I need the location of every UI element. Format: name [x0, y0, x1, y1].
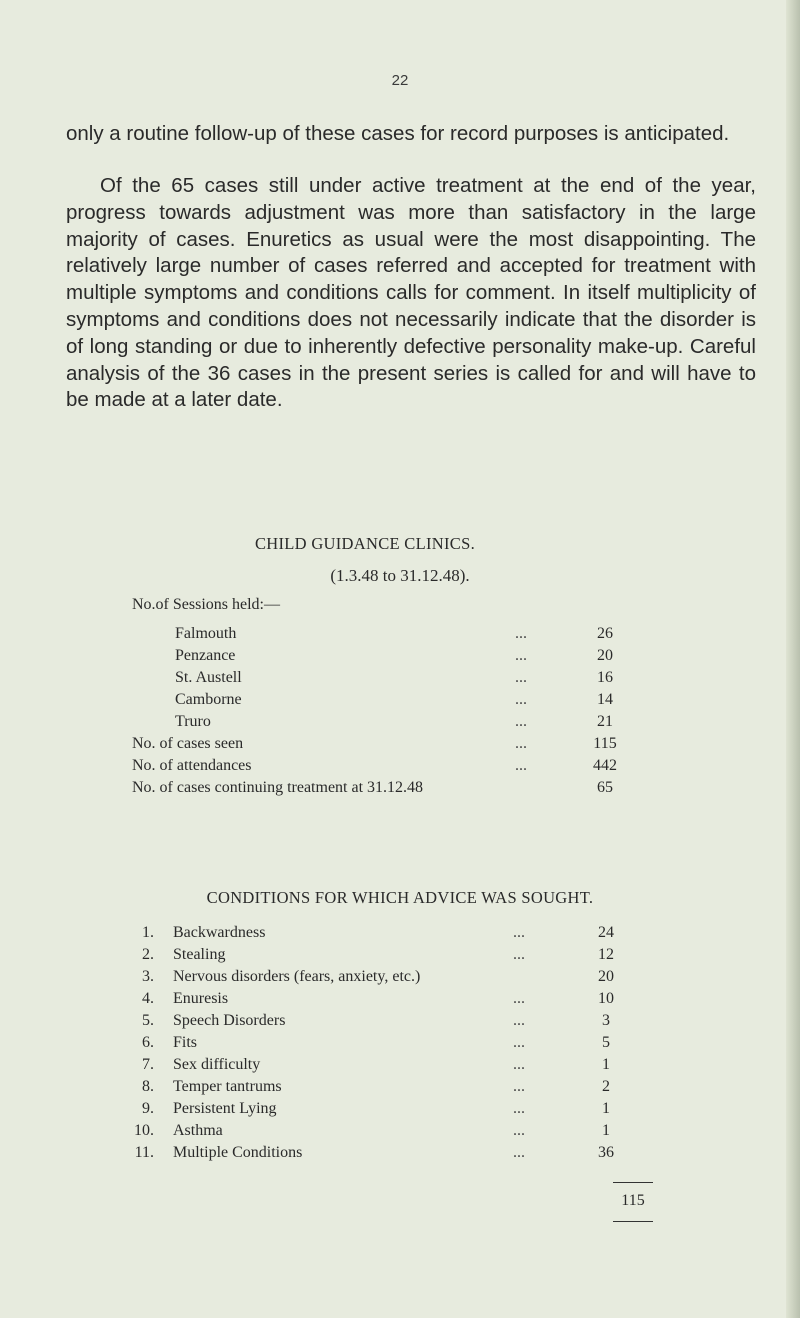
condition-count: 36 [598, 1144, 614, 1161]
conditions-total-row [586, 1190, 680, 1212]
clinics-period: (1.3.48 to 31.12.48). [330, 566, 470, 585]
conditions-heading: CONDITIONS FOR WHICH ADVICE WAS SOUGHT. [206, 888, 594, 907]
condition-row [128, 988, 698, 1010]
session-place: St. Austell [175, 669, 242, 686]
session-count: 14 [597, 691, 613, 708]
condition-count: 1 [602, 1100, 610, 1117]
condition-number: 8. [142, 1078, 154, 1095]
condition-label: Persistent Lying [173, 1100, 277, 1117]
sessions-heading-label: No.of Sessions held:— [132, 596, 280, 613]
total-row [132, 733, 695, 755]
condition-number: 6. [142, 1034, 154, 1051]
condition-row [128, 922, 698, 944]
session-count: 21 [597, 713, 613, 730]
session-row [175, 711, 695, 733]
page-number: 22 [391, 72, 409, 89]
condition-row [128, 1010, 698, 1032]
condition-count: 20 [598, 968, 614, 985]
leader-dots: ... [513, 990, 525, 1007]
condition-label: Nervous disorders (fears, anxiety, etc.) [173, 968, 421, 985]
session-place: Camborne [175, 691, 242, 708]
total-value: 65 [597, 779, 613, 796]
paragraph-block [66, 173, 756, 414]
conditions-total: 115 [621, 1192, 645, 1209]
condition-count: 12 [598, 946, 614, 963]
total-label: No. of cases seen [132, 735, 244, 752]
session-count: 20 [597, 647, 613, 664]
condition-number: 5. [142, 1012, 154, 1029]
leader-dots: ... [515, 669, 527, 686]
session-row [175, 623, 695, 645]
leader-dots: ... [515, 735, 527, 752]
condition-count: 10 [598, 990, 614, 1007]
total-row [132, 755, 695, 777]
condition-number: 2. [142, 946, 154, 963]
leader-dots: ... [515, 647, 527, 664]
condition-row [128, 1076, 698, 1098]
condition-count: 5 [602, 1034, 610, 1051]
condition-row [128, 1120, 698, 1142]
condition-label: Speech Disorders [173, 1012, 286, 1029]
condition-count: 1 [602, 1122, 610, 1139]
condition-number: 4. [142, 990, 154, 1007]
condition-number: 1. [142, 924, 154, 941]
leader-dots: ... [515, 691, 527, 708]
leader-dots: ... [513, 1100, 525, 1117]
paragraph-1: only a routine follow-up of these cases for record purposes is anticipated. [66, 122, 730, 145]
condition-label: Temper tantrums [173, 1078, 282, 1095]
total-value: 442 [593, 757, 617, 774]
condition-label: Enuresis [173, 990, 229, 1007]
session-place: Truro [175, 713, 211, 730]
session-count: 26 [597, 625, 613, 642]
page-edge [786, 0, 800, 1318]
condition-row [128, 944, 698, 966]
condition-row [128, 1032, 698, 1054]
leader-dots: ... [513, 924, 525, 941]
condition-label: Sex difficulty [173, 1056, 261, 1073]
leader-dots: ... [515, 713, 527, 730]
leader-dots: ... [513, 1034, 525, 1051]
total-label: No. of attendances [132, 757, 252, 774]
clinics-heading: CHILD GUIDANCE CLINICS. [254, 534, 475, 553]
leader-dots: ... [513, 1078, 525, 1095]
condition-row [128, 1054, 698, 1076]
session-row [175, 689, 695, 711]
total-rule-bottom [613, 1221, 653, 1222]
leader-dots: ... [513, 1012, 525, 1029]
condition-label: Stealing [173, 946, 226, 963]
condition-number: 10. [134, 1122, 154, 1139]
condition-count: 2 [602, 1078, 610, 1095]
session-place: Falmouth [175, 625, 237, 642]
total-row [132, 777, 695, 799]
condition-count: 24 [598, 924, 614, 941]
total-value: 115 [593, 735, 617, 752]
condition-row [128, 966, 698, 988]
total-rule-top [613, 1182, 653, 1183]
condition-number: 3. [142, 968, 154, 985]
session-place: Penzance [175, 647, 236, 664]
leader-dots: ... [513, 1056, 525, 1073]
condition-count: 1 [602, 1056, 610, 1073]
condition-label: Asthma [173, 1122, 223, 1139]
condition-number: 7. [142, 1056, 154, 1073]
leader-dots: ... [515, 625, 527, 642]
session-count: 16 [597, 669, 613, 686]
condition-number: 11. [134, 1144, 154, 1161]
condition-count: 3 [602, 1012, 610, 1029]
total-label: No. of cases continuing treatment at 31.12.48 [132, 779, 424, 796]
condition-row [128, 1098, 698, 1120]
paragraph-continuation [66, 121, 756, 148]
leader-dots: ... [513, 1144, 525, 1161]
condition-label: Multiple Conditions [173, 1144, 303, 1161]
session-row [175, 645, 695, 667]
condition-label: Backwardness [173, 924, 266, 941]
session-row [175, 667, 695, 689]
condition-row [128, 1142, 698, 1164]
condition-label: Fits [173, 1034, 198, 1051]
paragraph-2: Of the 65 cases still under active treatment at the end of the year, progress towards adjustment was more than satisfactory in the large majority of cases. Enuretics as usual were the most disappointing. The relatively large number of cases referred and accepted for treatment with multiple symptoms and conditions calls for comment. In itself multiplicity of symptoms and conditions does not necessarily indicate that the disorder is of long standing or due to inherently defective personality make-up. Careful analysis of the 36 cases in the present series is called for and will have to be made at a later date. [66, 174, 756, 412]
leader-dots: ... [515, 757, 527, 774]
leader-dots: ... [513, 946, 525, 963]
leader-dots: ... [513, 1122, 525, 1139]
condition-number: 9. [142, 1100, 154, 1117]
